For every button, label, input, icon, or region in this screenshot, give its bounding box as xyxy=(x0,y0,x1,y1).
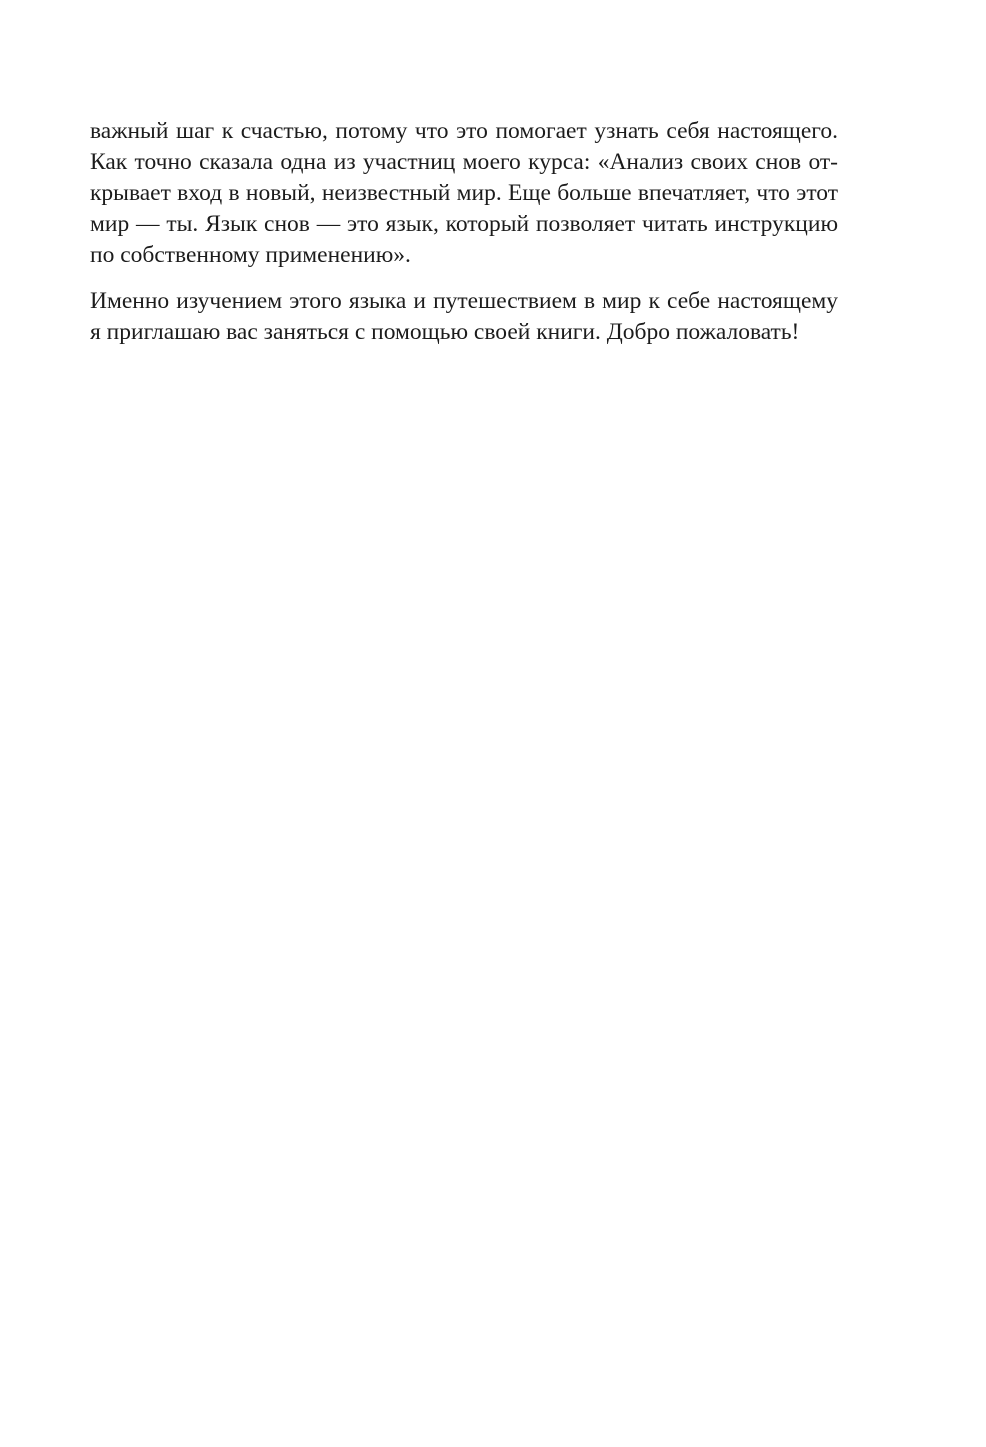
text-line: по собственному применению». xyxy=(90,242,411,268)
text-line: мир — ты. Язык снов — это язык, который позволяет читать инструкцию xyxy=(90,211,838,237)
text-line: крывает вход в новый, неизвестный мир. Еще больше впечатляет, что этот xyxy=(90,180,838,206)
text-line: важный шаг к счастью, потому что это помогает узнать себя настоящего. xyxy=(90,118,838,144)
paragraph-continuation xyxy=(90,116,838,271)
text-line: Именно изучением этого языка и путешествием в мир к себе настоящему xyxy=(90,288,838,314)
text-line: Как точно сказала одна из участниц моего курса: «Анализ своих снов от- xyxy=(90,149,838,175)
page-text xyxy=(90,116,838,348)
text-line: я приглашаю вас заняться с помощью своей книги. Добро пожаловать! xyxy=(90,319,800,345)
paragraph-closing xyxy=(90,286,838,348)
